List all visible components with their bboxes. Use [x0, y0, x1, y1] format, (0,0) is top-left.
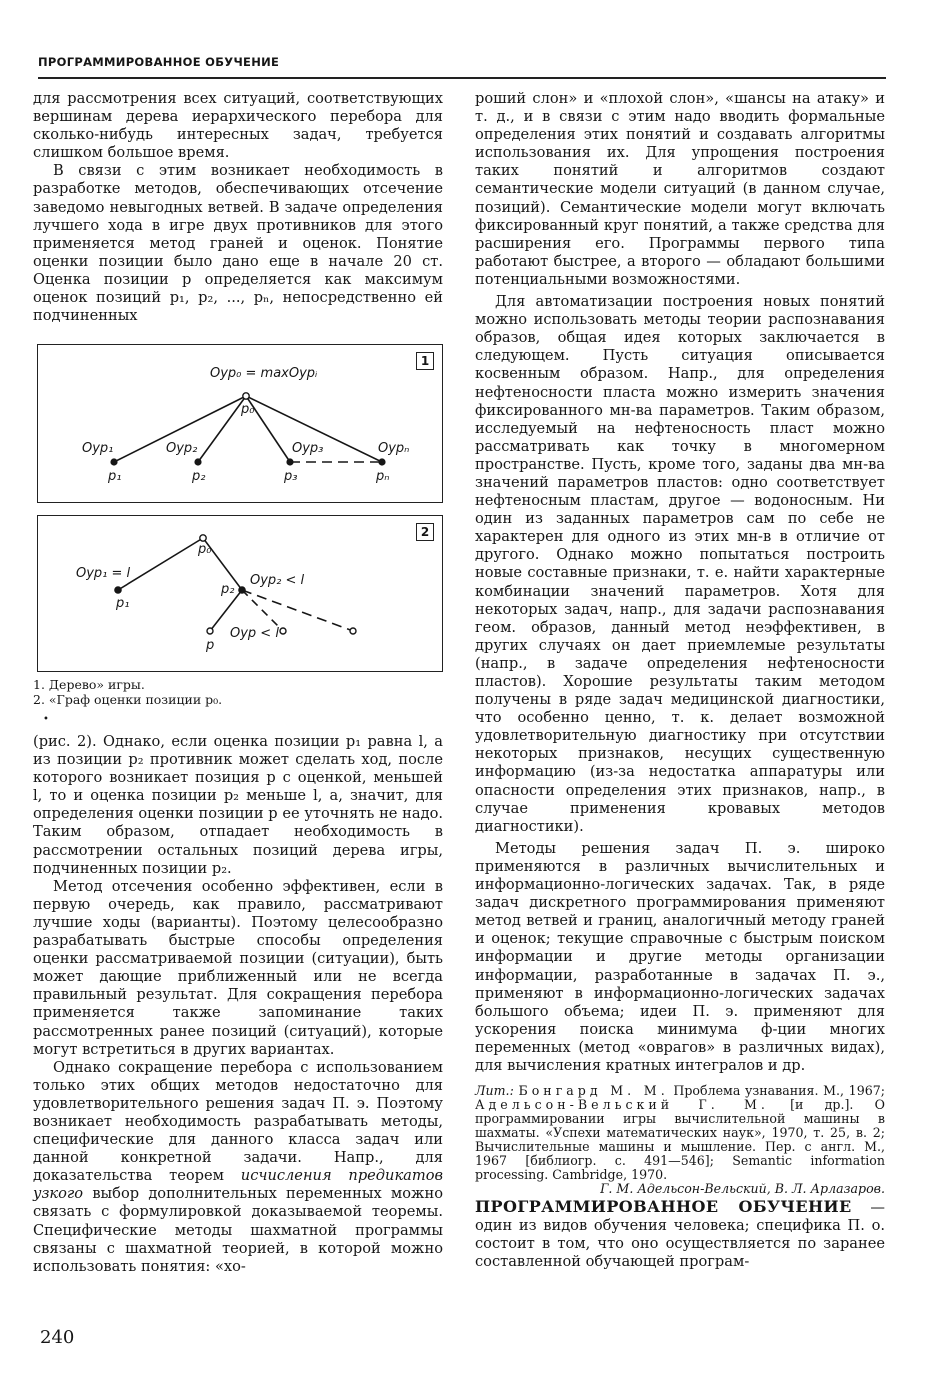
- p2-score-label: Оур₂ < l: [250, 573, 305, 588]
- reference-text: Проблема узнавания. М., 1967;: [668, 1083, 885, 1099]
- entry-text: — один из видов обучения человека; специфика П. о. состоит в том, что оно осуществляется по заранее составленной обучающей програм-: [475, 1199, 885, 1271]
- literature-references: [475, 1084, 885, 1182]
- position-graph-diagram: [38, 516, 442, 671]
- paragraph: (рис. 2). Однако, если оценка позиции p₁ равна l, а из позиции p₂ противник может сделать ход, после которого возникает позиция p с оценкой, меньшей l, то и оценка позиции p₂ меньше l, а, значит, для определения оценки позиции p ее уточнять не надо. Таким образом, отпадает необходимость в рассмотрении остальных позиций дерева игры, подчиненных позиции p₂.: [33, 733, 443, 877]
- text-run: выбор дополнительных переменных можно связать с формулировкой доказываемой теоремы. Специфические методы шахматной программы связаны с шахматной теорией, в которой можно использовать понятия: «хо-: [33, 1185, 443, 1275]
- figure-position-graph: [37, 515, 443, 672]
- header-rule: [38, 77, 886, 79]
- node-child: [280, 628, 286, 634]
- score-label: Оурₙ: [378, 441, 410, 456]
- p-node-label: p: [206, 638, 215, 653]
- right-column: [475, 90, 885, 1271]
- left-column-top: [33, 90, 443, 325]
- score-label: Оур₂: [166, 441, 198, 456]
- text-run: Однако сокращение перебора с использованием только этих общих методов недостаточно для удовлетворительного решения задач П. э. Поэтому возникает необходимость разрабатывать методы, специфические для данного класса задач или данной конкретной задачи. Напр., для доказательства теорем: [33, 1058, 443, 1185]
- running-title: ПРОГРАММИРОВАННОЕ ОБУЧЕНИЕ: [38, 55, 280, 69]
- reference-text: [и др.]. О программировании игры вычислительной машины в шахматы. «Успехи математических наук», 1970, т. 25, в. 2; Вычислительные машины и мышление. Пер. с англ. М., 1967 [библиогр. с. 491—546]; Semantic information processing. Cambridge, 1970.: [475, 1097, 885, 1183]
- root-node-label: p₀: [198, 542, 212, 557]
- paragraph: [33, 1059, 443, 1276]
- author: Адельсон-Вельский Г. М.: [475, 1097, 769, 1113]
- node-p1: [110, 458, 117, 465]
- paragraph: Методы решения задач П. э. широко применяются в различных вычислительных и информационно-логических задачах. Так, в ряде задач дискретного программирования применяют метод ветвей и границ, аналогичный методу граней и оценок; текущие справочные с быстрым поиском информации и другие методы организации информации, разработанные в задачах П. э., применяют в информационно-логических задачах большого объема; идеи П. э. применяют для ускорения поиска минимума ф-ции многих переменных (метод «оврагов» в различных видах), для вычисления кратных интегралов и др.: [475, 839, 885, 1074]
- node-p0: [200, 535, 206, 541]
- edge-p2-child-dashed: [242, 590, 283, 631]
- author: Бонгард М. М.: [518, 1083, 669, 1099]
- node-child: [350, 628, 356, 634]
- node-label: p₃: [284, 469, 298, 484]
- p2-node-label: p₂: [221, 582, 235, 597]
- literature-label: Лит.:: [475, 1083, 514, 1099]
- score-label: Оур₃: [292, 441, 324, 456]
- paragraph: Метод отсечения особенно эффективен, если в первую очередь, как правило, рассматривают лучшие ходы (варианты). Поэтому целесообразно разрабатывать быстрые способы определения оценки рассматриваемой позиции (ситуации), быть может дающие приближенный или не всегда правильный результат. Для сокращения перебора применяется также запоминание таких рассмотренных ранее позиций (ситуаций), которые могут встретиться в других вариантах.: [33, 877, 443, 1058]
- root-node-label: p₀: [241, 402, 255, 417]
- paragraph: В связи с этим возникает необходимость в разработке методов, обеспечивающих отсечение заведомо невыгодных ветвей. В задаче определения лучшего хода в игре двух противников для этого применяется метод граней и оценок. Понятие оценки позиции было дано еще в начале 20 ст. Оценка позиции p определяется как максимум оценок позиций p₁, p₂, ..., pₙ, непосредственно ей подчиненных: [33, 162, 443, 325]
- node-p3: [286, 458, 293, 465]
- figure-captions: [33, 677, 222, 707]
- next-entry: [475, 1198, 885, 1271]
- left-column-bottom: [33, 733, 443, 1276]
- print-mark: •: [43, 714, 49, 725]
- p1-score-label: Оур₁ = l: [76, 566, 131, 581]
- edge-p0-p1: [118, 538, 203, 590]
- p-score-label: Оур < l: [230, 626, 279, 641]
- caption: 2. «Граф оценки позиции p₀.: [33, 692, 223, 707]
- paragraph: роший слон» и «плохой слон», «шансы на атаку» и т. д., и в связи с этим надо вводить формальные определения этих понятий и создавать алгоритмы использования их. Для упрощения построения таких понятий и алгоритмов создают семантические модели ситуаций (в данном случае, позиций). Семантические модели могут включать фиксированный круг понятий, а также средства для расширения его. Программы первого типа работают быстрее, а второго — обладают большими потенциальными возможностями.: [475, 90, 885, 288]
- figure-number: 1: [416, 352, 434, 370]
- node-p: [207, 628, 213, 634]
- p1-node-label: p₁: [116, 596, 130, 611]
- node-pn: [378, 458, 385, 465]
- node-label: p₁: [108, 469, 122, 484]
- node-label: p₂: [192, 469, 206, 484]
- edge-p0-p2: [198, 396, 246, 462]
- page-number: 240: [40, 1327, 75, 1348]
- root-score-label: Оур₀ = maxОурᵢ: [210, 366, 318, 381]
- italic-term: исчисления предикатов узкого: [33, 1167, 443, 1203]
- node-p0: [243, 393, 249, 399]
- article-signature: Г. М. Адельсон-Вельский, В. Л. Арлазаров.: [600, 1181, 885, 1197]
- node-label: pₙ: [376, 469, 390, 484]
- node-p2: [194, 458, 201, 465]
- figure-game-tree: [37, 344, 443, 503]
- caption: 1. Дерево» игры.: [33, 677, 145, 692]
- paragraph: для рассмотрения всех ситуаций, соответствующих вершинам дерева иерархического перебора для сколько-нибудь интересных задач, требуется слишком большое время.: [33, 90, 443, 162]
- node-p2: [238, 586, 246, 594]
- figure-number: 2: [416, 523, 434, 541]
- paragraph: Для автоматизации построения новых понятий можно использовать методы теории распознавания образов, общая идея которых заключается в следующем. Пусть ситуация описывается косвенным образом. Напр., для определения нефтеносности пласта можно измерить значения фиксированного мн-ва параметров. Таким образом, исследуемый на нефтеносность пласт можно рассматривать как точку в многомерном пространстве. Пусть, кроме того, заданы два мн-ва значений параметров пластов: одно соответствует нефтеносным пластам, другое — водоносным. Ни один из заданных параметров сам по себе не характерен для одного из этих мн-в в отличие от другого. Однако можно попытаться построить новые составные признаки, т. е. найти характерные комбинации значений параметров. Хотя для некоторых задач, напр., для задачи распознавания геом. образов, данный метод неэффективен, в других случаях он дает приемлемые результаты (напр., в задаче определения нефтеносности пластов). Хорошие результаты таким методом получены в ряде задач медицинской диагностики, что особенно ценно, т. к. делает возможной удовлетворительную диагностику при отсутствии некоторых признаков, несущих существенную информацию (из-за недостатка аппаратуры или опасности определения этих признаков, напр., в случае применения кровавых методов диагностики).: [475, 293, 885, 835]
- edge-p2-child2-dashed: [242, 590, 353, 631]
- entry-title: ПРОГРАММИРОВАННОЕ ОБУЧЕНИЕ: [475, 1197, 852, 1217]
- node-p1: [114, 586, 122, 594]
- score-label: Оур₁: [82, 441, 114, 456]
